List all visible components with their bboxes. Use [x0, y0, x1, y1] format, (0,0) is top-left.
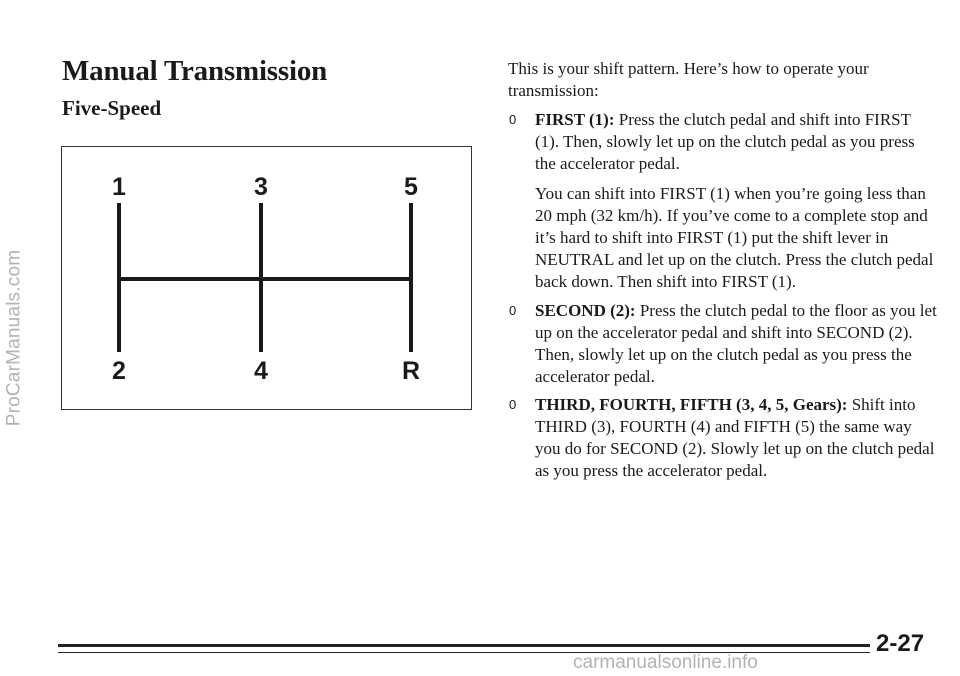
term-third-fourth-fifth: THIRD, FOURTH, FIFTH (3, 4, 5, Gears):	[535, 395, 848, 414]
gear-label-r: R	[401, 357, 421, 385]
list-item-third-fourth-fifth	[508, 394, 938, 482]
bullet: 0	[509, 112, 517, 127]
footer-rule-thick	[58, 644, 870, 647]
gear-label-1: 1	[112, 173, 126, 201]
instructions-column	[508, 58, 938, 488]
gear-label-4: 4	[254, 357, 268, 385]
section-subtitle: Five-Speed	[62, 96, 162, 120]
term-first: FIRST (1):	[535, 110, 615, 129]
gear-label-3: 3	[254, 173, 268, 201]
shift-gate-lines	[119, 203, 411, 352]
list-item-first	[508, 109, 938, 175]
term-second: SECOND (2):	[535, 301, 636, 320]
text-first: Press the clutch pedal and shift into FIRST (1). Then, slowly let up on the clutch pedal as you press the accelerator pedal.	[535, 110, 915, 173]
bullet: 0	[509, 303, 517, 318]
text-third-fourth-fifth: Shift into THIRD (3), FOURTH (4) and FIFTH (5) the same way you do for SECOND (2). Slowly let up on the clutch pedal as you press the accelerator pedal.	[535, 395, 935, 480]
gear-label-2: 2	[112, 357, 126, 385]
shift-pattern-diagram	[61, 146, 472, 410]
page-number: 2-27	[876, 630, 925, 657]
shift-pattern-svg	[62, 147, 471, 409]
list-item-second	[508, 300, 938, 388]
bottom-watermark: carmanualsonline.info	[573, 652, 758, 673]
side-watermark-text: ProCarManuals.com	[3, 249, 25, 427]
side-watermark	[3, 0, 25, 676]
gear-label-5: 5	[404, 173, 418, 201]
section-title: Manual Transmission	[62, 55, 328, 87]
first-gear-note: You can shift into FIRST (1) when you’re going less than 20 mph (32 km/h). If you’ve come to a complete stop and it’s hard to shift into FIRST (1) put the shift lever in NEUTRAL and let up on the clutch. Press the clutch pedal back down. Then shift into FIRST (1).	[535, 184, 934, 291]
bullet: 0	[509, 397, 517, 412]
text-second: Press the clutch pedal to the floor as you let up on the accelerator pedal and shift into SECOND (2). Then, slowly let up on the clutch pedal as you press the accelerator pedal.	[535, 301, 937, 386]
intro-paragraph: This is your shift pattern. Here’s how to operate your transmission:	[508, 59, 869, 100]
